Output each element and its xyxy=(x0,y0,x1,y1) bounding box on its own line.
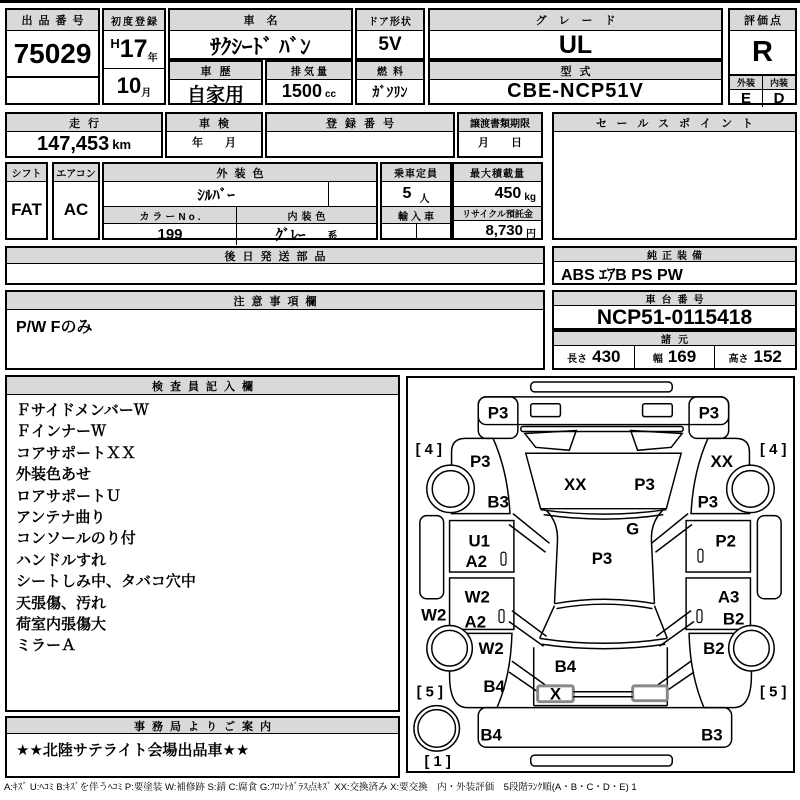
inspector-notes-list xyxy=(7,395,398,662)
spec-width-label: 幅 xyxy=(652,353,663,365)
history-value: 自家用 xyxy=(186,85,244,106)
spec-height-label: 高さ xyxy=(728,353,749,365)
inspector-note-line: ＦインナーＷ xyxy=(16,423,107,441)
label-front-bumper-left: P3 xyxy=(487,403,509,423)
page-top-border xyxy=(0,0,800,3)
door-handle-front-left xyxy=(501,552,506,565)
inspector-note-line: コンソールのり付 xyxy=(16,530,136,548)
rear-window-top xyxy=(554,599,654,608)
label-door-front-left-top: U1 xyxy=(468,531,491,551)
caution-value: P/W Fのみ xyxy=(16,319,93,336)
label-front-bumper-right: P3 xyxy=(698,403,720,423)
score-box xyxy=(728,8,797,105)
mileage-unit: km xyxy=(112,136,132,152)
interior-grade-cell xyxy=(762,76,795,107)
inspector-notes-box xyxy=(5,375,400,712)
auction-no-box xyxy=(5,8,100,105)
fuel-box xyxy=(355,60,425,105)
first-registration-box xyxy=(102,8,166,105)
a-pillar-left xyxy=(509,514,550,553)
taillight-right-shape xyxy=(633,686,668,701)
inspector-note-line: シートしみ中、タバコ穴中 xyxy=(16,573,196,591)
displacement-label: 排気量 xyxy=(267,62,351,80)
label-door-rear-right-bottom: B2 xyxy=(722,609,745,629)
caution-label: 注意事項欄 xyxy=(7,292,543,310)
windshield xyxy=(526,453,681,508)
vehicle-damage-diagram xyxy=(408,378,793,771)
car-outline xyxy=(414,382,781,766)
rocker-panel-left xyxy=(420,516,444,599)
aircon-value: AC xyxy=(63,200,89,219)
inspector-note-line: 外装色あせ xyxy=(16,466,92,484)
label-fender-right: XX xyxy=(710,452,733,472)
aircon-label: エアコン xyxy=(54,164,98,182)
shift-label: シフト xyxy=(7,164,46,182)
model-code-label: 型式 xyxy=(430,62,721,80)
wheel-rear-left-inner xyxy=(432,630,468,666)
shaken-placeholder: 年 月 xyxy=(192,137,236,149)
grade-box xyxy=(428,8,723,60)
import-car-cells xyxy=(382,224,450,238)
color-no-value: 199 xyxy=(157,226,183,243)
label-cowl-left: B3 xyxy=(487,492,509,512)
wiper-left xyxy=(525,430,576,450)
first-registration-year xyxy=(104,31,164,69)
recycle-deposit-label: リサイクル預託金 xyxy=(454,207,541,221)
grade-value: UL xyxy=(558,31,593,59)
spec-width-value: 169 xyxy=(667,347,697,366)
capacity-unit: 人 xyxy=(419,193,430,205)
inspector-note-line: ロアサポートＵ xyxy=(16,487,122,505)
inspector-note-line: ＦサイドメンバーＷ xyxy=(16,402,149,419)
year-unit: 年 xyxy=(147,53,158,64)
door-shape-box xyxy=(355,8,425,60)
exterior-color-label: 外装色 xyxy=(104,164,376,182)
mileage-box xyxy=(5,112,163,158)
label-door-rear-left-bottom: A2 xyxy=(464,612,487,632)
office-info-box xyxy=(5,716,400,778)
exterior-grade-value: E xyxy=(740,90,751,107)
interior-grade-value: D xyxy=(773,90,785,107)
import-car-label: 輸入車 xyxy=(382,207,450,224)
color-no-interior-row xyxy=(104,207,376,245)
model-code-value: CBE-NCP51V xyxy=(507,80,644,102)
color-no-cell xyxy=(104,207,236,245)
front-bumper-strip xyxy=(531,382,673,392)
label-quarter-right: B2 xyxy=(703,639,725,659)
label-rear-bumper-right: B3 xyxy=(701,725,723,745)
capacity-value: 5 xyxy=(402,185,412,202)
door-handle-front-right xyxy=(698,549,703,562)
cowl-curve-1 xyxy=(541,510,667,514)
wheel-front-left-inner xyxy=(432,471,469,508)
color-no-label: カラーNo. xyxy=(104,207,236,224)
label-quarter-left: W2 xyxy=(478,639,504,659)
mileage-value-wrap xyxy=(7,132,161,156)
import-car-cell-a xyxy=(382,224,417,238)
recycle-deposit-unit: 円 xyxy=(526,229,536,240)
label-quarter-left-corner: B4 xyxy=(483,676,505,696)
shaken-box xyxy=(165,112,263,158)
rear-bumper xyxy=(478,708,731,748)
sales-point-empty xyxy=(554,132,795,238)
exterior-grade-label: 外装 xyxy=(730,76,762,90)
vin-label: 車台番号 xyxy=(554,292,795,306)
label-spare-tire: [ 1 ] xyxy=(424,754,451,771)
label-door-rear-right-top: A3 xyxy=(717,587,740,607)
oem-equipment-value: ABS ｴｱB PS PW xyxy=(561,267,683,284)
label-windshield-right: P3 xyxy=(634,474,655,494)
specs-box xyxy=(552,330,797,370)
label-tire-front-right: [ 4 ] xyxy=(760,442,787,459)
exterior-color-subcell xyxy=(328,182,376,206)
inspector-note-line: ハンドルすれ xyxy=(16,551,107,569)
mileage-value: 147,453 xyxy=(36,132,110,155)
auction-no-value: 75029 xyxy=(13,37,92,69)
wheel-rear-right-inner xyxy=(734,630,770,666)
car-name-value: ｻｸｼｰﾄﾞ ﾊﾞﾝ xyxy=(210,36,311,59)
spare-tire-inner xyxy=(418,710,456,748)
label-door-rear-left-top: W2 xyxy=(464,587,490,607)
label-roof: P3 xyxy=(591,549,613,569)
sales-point-label: セールスポイント xyxy=(554,114,795,132)
specs-row xyxy=(554,346,795,368)
interior-color-value: ｸﾞﾚｰ xyxy=(275,227,306,244)
sub-grade-row xyxy=(730,74,795,107)
grade-label: グレード xyxy=(430,10,721,31)
registration-no-empty xyxy=(267,132,453,156)
registration-no-label: 登録番号 xyxy=(267,114,453,132)
hood-strip xyxy=(521,427,683,432)
fuel-label: 燃料 xyxy=(357,62,423,80)
vin-box xyxy=(552,290,797,330)
sales-point-box xyxy=(552,112,797,240)
score-value: R xyxy=(752,36,773,68)
max-load-value: 450 xyxy=(494,185,522,202)
label-rear-bumper-left: B4 xyxy=(480,725,502,745)
transfer-docs-box xyxy=(457,112,543,158)
first-registration-month xyxy=(104,69,164,103)
max-load-value-wrap xyxy=(454,182,541,207)
history-box xyxy=(168,60,263,105)
door-shape-label: ドア形状 xyxy=(357,10,423,31)
oem-equipment-label: 純正装備 xyxy=(554,248,795,262)
shaken-label: 車検 xyxy=(167,114,261,132)
max-load-box xyxy=(452,162,543,240)
cowl-curve-2 xyxy=(544,515,664,519)
capacity-value-wrap xyxy=(382,182,450,207)
interior-color-suffix: 系 xyxy=(327,231,338,242)
transfer-docs-placeholder: 月 日 xyxy=(478,137,522,149)
displacement-value-wrap xyxy=(267,80,351,103)
transfer-docs-label: 譲渡書類期限 xyxy=(459,114,541,132)
auction-no-empty-cell xyxy=(7,76,98,103)
label-tire-front-left: [ 4 ] xyxy=(415,442,442,459)
inspector-note-line: ミラーＡ xyxy=(16,637,77,655)
spec-length xyxy=(554,346,634,368)
spec-height-value: 152 xyxy=(753,347,782,366)
fuel-value: ｶﾞｿﾘﾝ xyxy=(372,83,408,100)
shift-value: FAT xyxy=(11,200,42,219)
first-registration-label: 初度登録 xyxy=(104,10,164,31)
office-info-label: 事務局よりご案内 xyxy=(7,718,398,734)
registration-no-box xyxy=(265,112,455,158)
max-load-label: 最大積載量 xyxy=(454,164,541,182)
model-code-box xyxy=(428,60,723,105)
label-windshield-left: XX xyxy=(564,474,587,494)
oem-equipment-box xyxy=(552,246,797,285)
max-load-unit: kg xyxy=(524,191,536,203)
car-name-box xyxy=(168,8,353,60)
damage-labels xyxy=(416,404,787,770)
specs-label: 諸元 xyxy=(554,332,795,346)
label-glass: G xyxy=(626,519,640,539)
label-cowl-right: P3 xyxy=(697,492,719,512)
auction-no-label: 出品番号 xyxy=(7,10,98,31)
history-label: 車歴 xyxy=(170,62,261,80)
label-fender-left: P3 xyxy=(469,452,491,472)
car-name-label: 車名 xyxy=(170,10,351,31)
spec-height xyxy=(714,346,795,368)
spec-length-label: 長さ xyxy=(567,353,588,365)
label-tire-rear-left: [ 5 ] xyxy=(416,684,443,701)
inspector-note-line: 荷室内張傷大 xyxy=(16,616,107,634)
interior-color-value-wrap xyxy=(237,224,376,245)
inspector-note-line: 天張傷、汚れ xyxy=(16,594,107,612)
legend-text: A:ｷｽﾞ U:ﾍｺﾐ B:ｷｽﾞを伴うﾍｺﾐ P:要塗装 W:補修跡 S:錆 C:腐食 G:ﾌﾛﾝﾄｶﾞﾗｽ点ｷｽﾞ XX:交換済み X:要交換 内・外装評価 5段階ﾗﾝｸ順(A・B・C・D・E) 1 xyxy=(4,782,637,793)
door-handle-rear-left xyxy=(499,610,504,623)
door-handle-rear-right xyxy=(697,610,702,623)
recycle-deposit-value-wrap xyxy=(454,221,541,240)
damage-diagram-box xyxy=(406,376,795,773)
cabin-edge-left xyxy=(547,511,558,604)
interior-grade-label: 内装 xyxy=(763,76,795,90)
inspector-notes-label: 検査員記入欄 xyxy=(7,377,398,395)
interior-color-label: 内装色 xyxy=(237,207,376,224)
vin-value: NCP51-0115418 xyxy=(596,306,753,329)
import-car-cell-b xyxy=(417,224,451,238)
label-door-front-right: P2 xyxy=(715,531,736,551)
rear-bumper-strip xyxy=(531,755,673,766)
cabin-edge-right xyxy=(651,511,662,604)
exterior-color-row xyxy=(104,182,376,207)
label-hatch: B4 xyxy=(554,656,577,676)
aircon-box xyxy=(52,162,100,240)
front-bumper xyxy=(478,397,728,425)
wheel-front-right-inner xyxy=(732,471,769,508)
spec-width xyxy=(634,346,715,368)
label-rocker-left: W2 xyxy=(421,605,447,625)
inspector-note-line: アンテナ曲り xyxy=(16,509,106,527)
exterior-color-value: ｼﾙﾊﾞｰ xyxy=(197,186,235,204)
month-unit: 月 xyxy=(141,87,152,99)
year-value: 17 xyxy=(119,35,148,63)
rear-window-bottom xyxy=(540,638,668,648)
mileage-label: 走行 xyxy=(7,114,161,132)
label-tire-rear-right: [ 5 ] xyxy=(760,684,787,701)
displacement-box xyxy=(265,60,353,105)
label-door-front-left-bottom: A2 xyxy=(465,552,488,572)
wiper-right xyxy=(631,430,682,450)
caution-box xyxy=(5,290,545,370)
displacement-unit: cc xyxy=(324,89,337,100)
recycle-deposit-value: 8,730 xyxy=(485,222,523,239)
exterior-color-box xyxy=(102,162,378,244)
hatch-sides-upper xyxy=(540,606,668,639)
displacement-value: 1500 xyxy=(281,81,322,101)
label-taillight-left: X xyxy=(549,684,562,704)
interior-color-cell xyxy=(236,207,376,245)
rocker-panel-right xyxy=(757,516,781,599)
era-letter: H xyxy=(110,36,120,51)
later-parts-label: 後日発送部品 xyxy=(7,248,543,264)
exterior-grade-cell xyxy=(730,76,762,107)
office-info-value: ★★北陸サテライト会場出品車★★ xyxy=(16,742,250,759)
shift-box xyxy=(5,162,48,240)
headlight-left xyxy=(531,404,561,417)
headlight-right xyxy=(643,404,673,417)
license-garnish xyxy=(573,692,632,697)
capacity-box xyxy=(380,162,452,240)
score-label: 評価点 xyxy=(730,10,795,31)
later-parts-box xyxy=(5,246,545,285)
capacity-label: 乗車定員 xyxy=(382,164,450,182)
month-value: 10 xyxy=(116,73,142,98)
door-shape-value: 5V xyxy=(378,33,402,55)
inspector-note-line: コアサポートＸＸ xyxy=(16,444,137,462)
later-parts-empty xyxy=(7,264,543,283)
spec-length-value: 430 xyxy=(592,347,621,366)
